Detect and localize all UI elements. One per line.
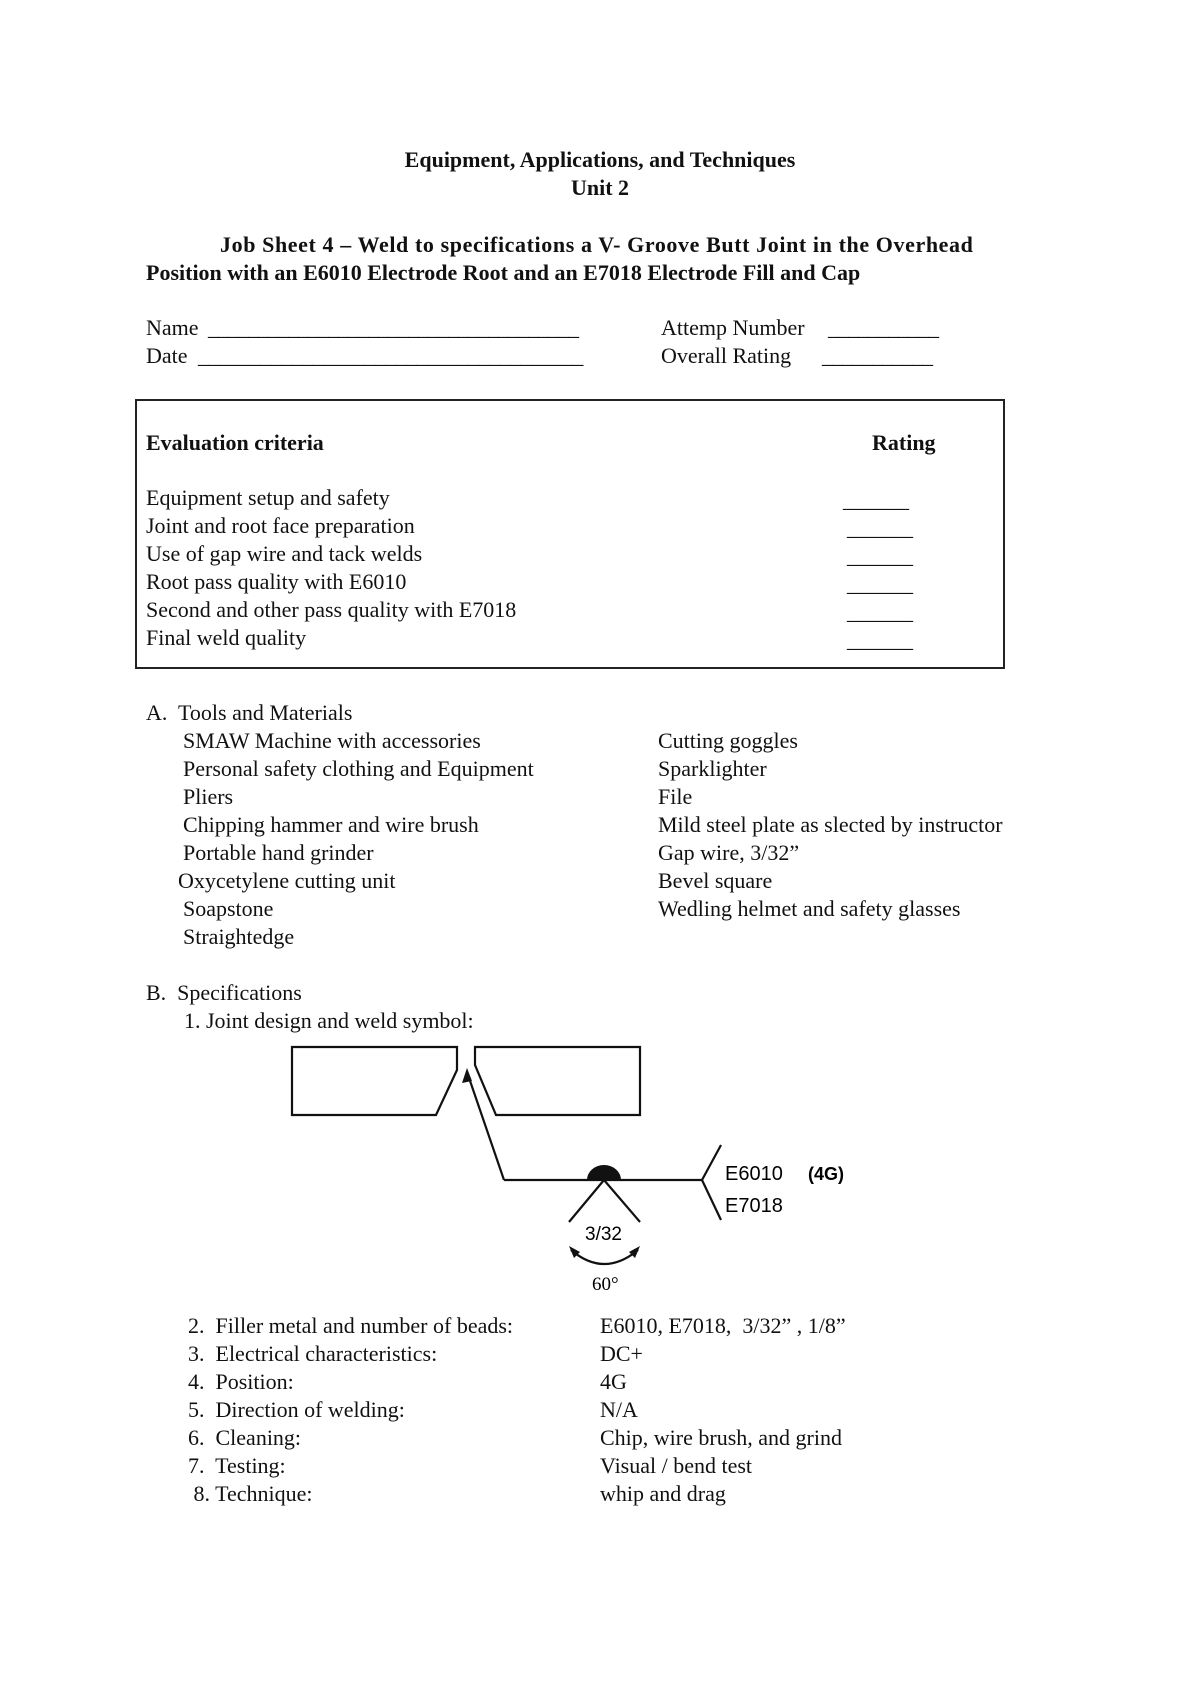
job-title-line1: Job Sheet 4 – Weld to specifications a V- Groove Butt Joint in the Overhead: [220, 232, 974, 257]
unit-label: Unit 2: [570, 175, 630, 200]
overall-rating-field[interactable]: ___________: [822, 343, 932, 368]
spec-value: 4G: [600, 1369, 627, 1394]
specs-heading: B. Specifications: [146, 980, 302, 1005]
spec-value: DC+: [600, 1341, 643, 1366]
spec-label: 2. Filler metal and number of beads:: [188, 1313, 514, 1338]
overall-rating-label: Overall Rating: [661, 343, 792, 368]
rating-field[interactable]: ______: [843, 487, 909, 512]
tool-item: Sparklighter: [658, 756, 767, 781]
tool-item: Gap wire, 3/32”: [658, 840, 800, 865]
rating-field[interactable]: ______: [847, 627, 913, 652]
rating-field[interactable]: ______: [847, 515, 913, 540]
spec-value: Visual / bend test: [600, 1453, 753, 1478]
tool-item: Mild steel plate as slected by instructor: [658, 812, 1003, 837]
evaluation-criterion: Final weld quality: [146, 625, 307, 650]
spec-label: 7. Testing:: [188, 1453, 286, 1478]
document-title: Equipment, Applications, and Techniques: [404, 147, 796, 172]
tool-item: Straightedge: [183, 924, 295, 949]
spec-label: 5. Direction of welding:: [188, 1397, 405, 1422]
angle-arc: [571, 1250, 638, 1264]
evaluation-criterion: Equipment setup and safety: [146, 485, 390, 510]
tool-item: Soapstone: [183, 896, 274, 921]
spec-label: 8. Technique:: [188, 1481, 313, 1506]
evaluation-criterion: Root pass quality with E6010: [146, 569, 407, 594]
tool-item: SMAW Machine with accessories: [183, 728, 481, 753]
rating-field[interactable]: ______: [847, 599, 913, 624]
date-field[interactable]: _____________________________________: [198, 343, 583, 368]
spec-label: 3. Electrical characteristics:: [188, 1341, 438, 1366]
groove-v: [569, 1180, 640, 1222]
weld-bead: [587, 1165, 621, 1180]
spec-label: 6. Cleaning:: [188, 1425, 302, 1450]
rating-field[interactable]: ______: [847, 571, 913, 596]
tool-item: Wedling helmet and safety glasses: [658, 896, 961, 921]
attempt-field[interactable]: ___________: [828, 315, 938, 340]
attempt-label: Attemp Number: [661, 315, 805, 340]
gap-label: 3/32: [585, 1224, 622, 1245]
date-label: Date: [146, 343, 188, 368]
rating-field[interactable]: ______: [847, 543, 913, 568]
arrow-head-icon: [462, 1068, 472, 1083]
spec-value: N/A: [600, 1397, 638, 1422]
evaluation-criterion: Use of gap wire and tack welds: [146, 541, 423, 566]
evaluation-heading: Evaluation criteria: [146, 430, 324, 455]
tool-item: Chipping hammer and wire brush: [183, 812, 479, 837]
spec-value: E6010, E7018, 3/32” , 1/8”: [600, 1313, 846, 1338]
weld-tail: [702, 1145, 721, 1220]
tool-item: Pliers: [183, 784, 234, 809]
tools-heading: A. Tools and Materials: [146, 700, 353, 725]
position-label: (4G): [808, 1164, 844, 1184]
right-plate: [475, 1047, 640, 1115]
evaluation-criterion: Second and other pass quality with E7018: [146, 597, 517, 622]
spec-label: 4. Position:: [188, 1369, 294, 1394]
tool-item: Oxycetylene cutting unit: [178, 868, 396, 893]
name-label: Name: [146, 315, 199, 340]
electrode-fill-label: E7018: [725, 1195, 783, 1217]
job-title-line2: Position with an E6010 Electrode Root and an E7018 Electrode Fill and Cap: [146, 260, 861, 285]
name-field[interactable]: _____________________________________: [208, 315, 578, 340]
tool-item: Cutting goggles: [658, 728, 798, 753]
angle-label: 60°: [592, 1274, 619, 1295]
tool-item: Personal safety clothing and Equipment: [183, 756, 534, 781]
electrode-root-label: E6010: [725, 1163, 783, 1185]
evaluation-criterion: Joint and root face preparation: [146, 513, 415, 538]
tool-item: Portable hand grinder: [183, 840, 374, 865]
joint-design-label: 1. Joint design and weld symbol:: [184, 1008, 474, 1033]
arrow-leader: [467, 1072, 702, 1180]
tool-item: Bevel square: [658, 868, 773, 893]
tool-item: File: [658, 784, 693, 809]
spec-value: whip and drag: [600, 1481, 726, 1506]
spec-value: Chip, wire brush, and grind: [600, 1425, 842, 1450]
rating-heading: Rating: [872, 430, 936, 455]
left-plate: [292, 1047, 457, 1115]
